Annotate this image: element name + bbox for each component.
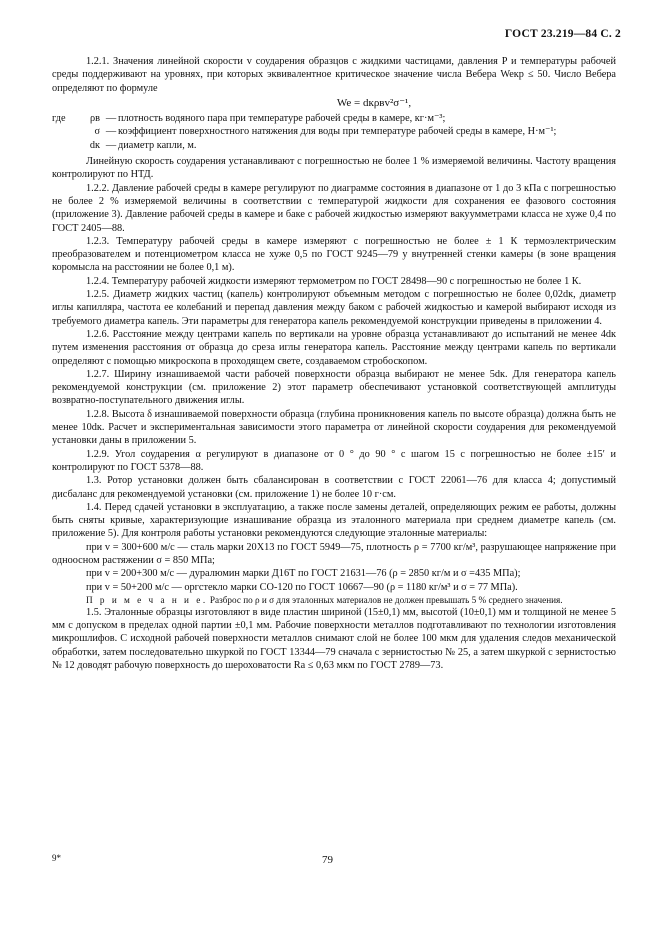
definition-symbol: ρв: [89, 113, 100, 125]
weber-formula: We = dкρвv²σ⁻¹,: [336, 96, 412, 109]
page-number: 79: [322, 854, 333, 866]
definition-text: коэффициент поверхностного натяжения для воды при температуре рабочей среды в камере, Н·м⁻¹;: [118, 126, 557, 138]
page-header: ГОСТ 23.219—84 С. 2: [504, 28, 621, 40]
footer-mark: 9*: [52, 853, 61, 863]
paragraph-1-2-2: 1.2.2. Давление рабочей среды в камере регулируют по диаграмме состояния в диапазоне от 1 до 3 кПа с погрешностью не более 2 % измеряемой величины в соответствии с температурой жидкости для сохранения ее фазового состояния (приложение 3). Давление рабочей среды в камере и баке с рабочей жидкостью измеряют вакуумметрами класса не хуже 0,4 по ГОСТ 2405—88.: [52, 182, 616, 234]
paragraph-1-2-6: 1.2.6. Расстояние между центрами капель по вертикали на уровне образца устанавливают до испытаний не менее 4dк путем изменения расстояния от образца до среза иглы генератора капель. Расстояние между центрами капель по вертикали определяют с помощью микроскопа в проходящем свете, создаваемом стробоскопом.: [52, 328, 616, 367]
note: [52, 594, 616, 606]
note-text: Разброс по ρ и σ для эталонных материалов не должен превышать 5 % среднего значения.: [209, 594, 563, 605]
paragraph-1-3: 1.3. Ротор установки должен быть сбалансирован в соответствии с ГОСТ 22061—76 для класса 4; допустимый дисбаланс для рекомендуемой установки (см. приложение 1) не более 10 г·см.: [52, 475, 616, 500]
note-label: П р и м е ч а н и е.: [86, 594, 208, 605]
definition-prefix: где: [52, 113, 66, 125]
material-plexiglass: при v = 50+200 м/с — оргстекло марки СО-120 по ГОСТ 10667—90 (ρ = 1180 кг/м³ и σ = 77 МПа).: [86, 581, 518, 593]
paragraph-1-2-4: 1.2.4. Температуру рабочей жидкости измеряют термометром по ГОСТ 28498—90 с погрешностью не более 1 К.: [86, 275, 582, 287]
definition-dash: —: [105, 113, 117, 125]
definition-symbol: dк: [89, 139, 100, 151]
paragraph-1-2-9: 1.2.9. Угол соударения α регулируют в диапазоне от 0 ° до 90 ° с шагом 15 с погрешностью не более ±15′ и контролируют по ГОСТ 5378—88.: [52, 448, 616, 473]
definition-symbol: σ: [94, 126, 100, 138]
paragraph-1-2-5: 1.2.5. Диаметр жидких частиц (капель) контролируют объемным методом с погрешностью не более 0,02dк, диаметр иглы капилляра, частота ее колебаний и перепад давления между баком с рабочей жидкостью и камерой выбирают исходя из требуемого диаметра капель. Эти параметры для генератора капель рекомендуемой конструкции приведены в приложении 4.: [52, 289, 616, 327]
definition-dk: [52, 139, 616, 152]
paragraph-1-4: 1.4. Перед сдачей установки в эксплуатацию, а также после замены деталей, определяющих режим ее работы, должны быть сняты кривые, характеризующие изнашивание образца из эталонного материала при среднем диаметре капель (см. приложение 5). Для контроля работы установки рекомендуются следующие эталонные материалы:: [52, 501, 616, 540]
definition-dash: —: [105, 139, 117, 151]
paragraph-1-2-1: 1.2.1. Значения линейной скорости v соударения образцов с жидкими частицами, давления P и температуры рабочей среды поддерживают на уровнях, при которых эквивалентное критическое значение числа Вебера Weкр ≤ 50. Число Вебера определяют по формуле: [52, 56, 616, 94]
material-steel: при v = 300+600 м/с — сталь марки 20Х13 по ГОСТ 5949—75, плотность ρ = 7700 кг/м³, разрушающее напряжение при одноосном растяжении σ = 850 МПа;: [52, 541, 616, 566]
paragraph-velocity: Линейную скорость соударения устанавливают с погрешностью не более 1 % измеряемой величины. Частоту вращения контролируют по НТД.: [52, 156, 616, 181]
document-body: [52, 55, 616, 672]
definition-rho: [52, 112, 616, 125]
formula-definitions: [52, 112, 616, 152]
definition-text: плотность водяного пара при температуре рабочей среды в камере, кг·м⁻³;: [118, 113, 446, 125]
definition-sigma: [52, 125, 616, 138]
definition-dash: —: [105, 126, 117, 138]
definition-text: диаметр капли, м.: [118, 139, 197, 151]
paragraph-1-2-3: 1.2.3. Температуру рабочей среды в камере измеряют с погрешностью не более ± 1 К термоэлектрическим преобразователем и потенциометром класса не хуже 0,5 по ГОСТ 9245—79 у внутренней стенки камеры (в зоне вращения коромысла на расстоянии не более 0,1 м).: [52, 235, 616, 274]
paragraph-1-2-8: 1.2.8. Высота δ изнашиваемой поверхности образца (глубина проникновения капель по высоте образца) должна быть не менее 10dк. Расчет и экспериментальная зависимости этого параметра от линейной скорости соударения для рекомендуемой установки даны в приложении 5.: [52, 408, 616, 447]
paragraph-1-5: 1.5. Эталонные образцы изготовляют в виде пластин шириной (15±0,1) мм, высотой (10±0,1) мм и толщиной не менее 5 мм с допуском в пределах одной партии ±0,1 мм. Рабочие поверхности металлов подготавливают по технологии изготовления микрошлифов. С исходной рабочей поверхности металлов снимают слой не более 100 мкм для удаления следов механической обработки, затем последовательно шкуркой по ГОСТ 13344—79 сначала с зернистостью № 25, а затем шкуркой с зернистостью № 12 доводят рабочую поверхность до шероховатости Ra ≤ 0,63 мкм по ГОСТ 2789—73.: [52, 606, 616, 672]
paragraph-1-2-7: 1.2.7. Ширину изнашиваемой части рабочей поверхности образца выбирают не менее 5dк. Для генератора капель рекомендуемой конструкции (см. приложение 2) этот параметр обеспечивают установкой соответствующей амплитуды возвратно-поступательного движения иглы.: [52, 368, 616, 407]
material-duralumin: при v = 200+300 м/с — дуралюмин марки Д16Т по ГОСТ 21631—76 (ρ = 2850 кг/м и σ =435 МПа);: [86, 568, 521, 580]
